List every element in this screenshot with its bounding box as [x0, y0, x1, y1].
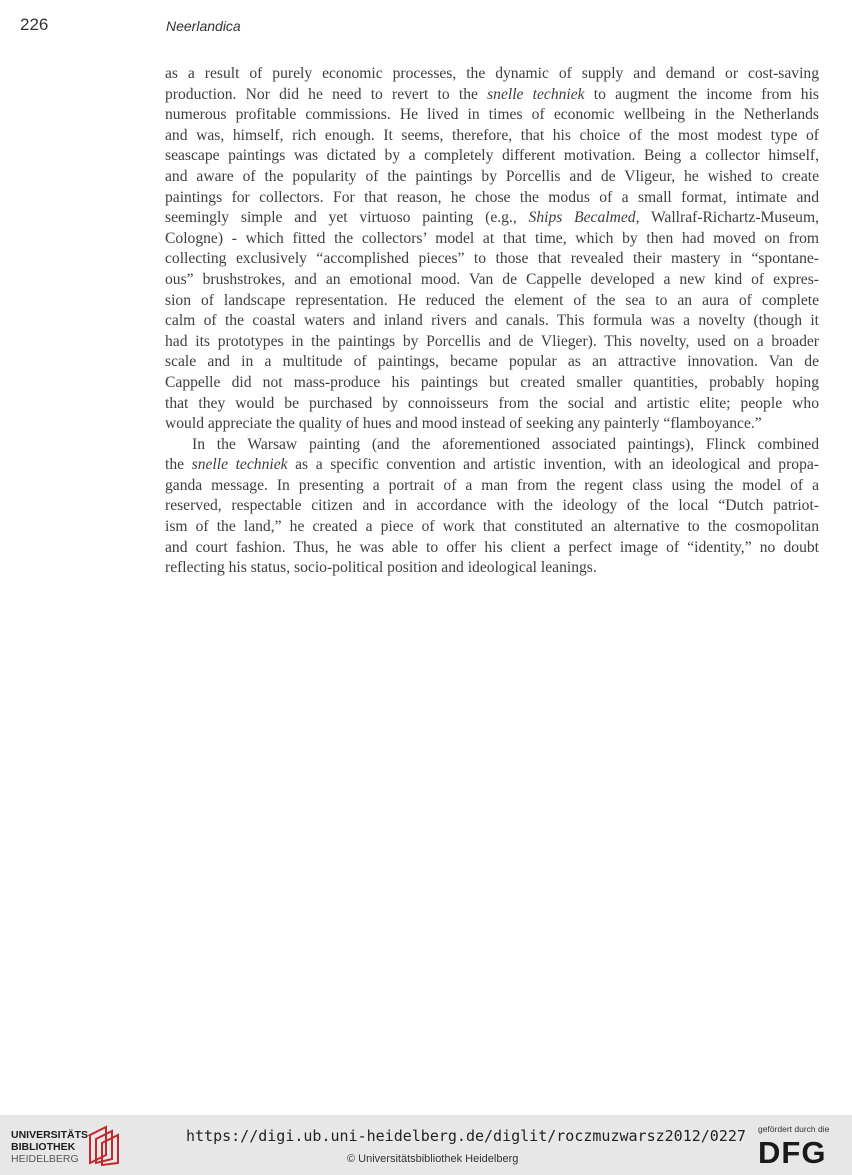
text-line: numerous profitable commissions. He lived in times of economic wellbeing in the Netherlands	[165, 106, 819, 124]
body-text	[165, 64, 819, 579]
text-line: Cologne) - which fitted the collectors’ model at that time, which by then had moved on from	[165, 229, 819, 247]
library-name-line: HEIDELBERG	[11, 1153, 79, 1165]
text-line: reserved, respectable citizen and in accordance with the ideology of the local “Dutch patriot-	[165, 497, 819, 515]
text-line: as a result of purely economic processes, the dynamic of supply and demand or cost-saving	[165, 65, 819, 82]
text-line: and was, himself, rich enough. It seems, therefore, that his choice of the most modest type of	[165, 126, 819, 144]
text-line: ous” brushstrokes, and an emotional mood. Van de Cappelle developed a new kind of expres-	[165, 270, 819, 288]
library-name-line: BIBLIOTHEK	[11, 1141, 76, 1153]
library-logo-icon	[86, 1123, 120, 1167]
text-line: reflecting his status, socio-political position and ideological leanings.	[165, 559, 597, 577]
text-line: sion of landscape representation. He reduced the element of the sea to an aura of complete	[165, 291, 819, 309]
library-name-line: UNIVERSITÄTS-	[11, 1129, 92, 1141]
text-line: the snelle techniek as a specific convention and artistic invention, with an ideological and propa-	[165, 456, 819, 474]
text-line: had its prototypes in the paintings by Porcellis and de Vlieger). This novelty, used on a broader	[165, 332, 819, 350]
text-line: seascape paintings was dictated by a completely different motivation. Being a collector himself,	[165, 147, 819, 165]
viewer-footer	[0, 1115, 852, 1175]
text-line: that they would be purchased by connoisseurs from the social and artistic elite; people who	[165, 394, 819, 412]
text-line: production. Nor did he need to revert to the snelle techniek to augment the income from his	[165, 85, 819, 103]
text-line: paintings for collectors. For that reason, he chose the modus of a small format, intimate and	[165, 188, 819, 206]
text-line: and aware of the popularity of the paintings by Porcellis and de Vligeur, he wished to create	[165, 167, 819, 185]
text-line: would appreciate the quality of hues and mood instead of seeking any painterly “flamboyance.”	[165, 415, 762, 433]
text-line: and court fashion. Thus, he was able to offer his client a perfect image of “identity,” no doubt	[165, 538, 819, 556]
dfg-logo: DFG	[758, 1135, 827, 1170]
funding-note: gefördert durch die	[758, 1124, 830, 1134]
page-number: 226	[20, 15, 49, 34]
library-name	[11, 1129, 92, 1165]
text-line: collecting exclusively “accomplished pieces” to those that revealed their mastery in “spontane-	[165, 250, 819, 268]
text-line: seemingly simple and yet virtuoso painting (e.g., Ships Becalmed, Wallraf-Richartz-Museum,	[165, 209, 819, 227]
copyright-notice: © Universitätsbibliothek Heidelberg	[347, 1153, 519, 1165]
permalink-url[interactable]: https://digi.ub.uni-heidelberg.de/diglit/roczmuzwarsz2012/0227	[186, 1127, 746, 1145]
text-line: ganda message. In presenting a portrait of a man from the regent class using the model of a	[165, 476, 819, 494]
text-line: calm of the coastal waters and inland rivers and canals. This formula was a novelty (though it	[165, 312, 819, 330]
text-line: In the Warsaw painting (and the aforementioned associated paintings), Flinck combined	[192, 435, 819, 453]
running-head: Neerlandica	[166, 18, 241, 34]
text-line: Cappelle did not mass-produce his paintings but created smaller quantities, probably hoping	[165, 373, 819, 391]
text-line: scale and in a multitude of paintings, became popular as an attractive innovation. Van de	[165, 353, 819, 371]
text-line: ism of the land,” he created a piece of work that constituted an alternative to the cosmopolitan	[165, 518, 819, 536]
